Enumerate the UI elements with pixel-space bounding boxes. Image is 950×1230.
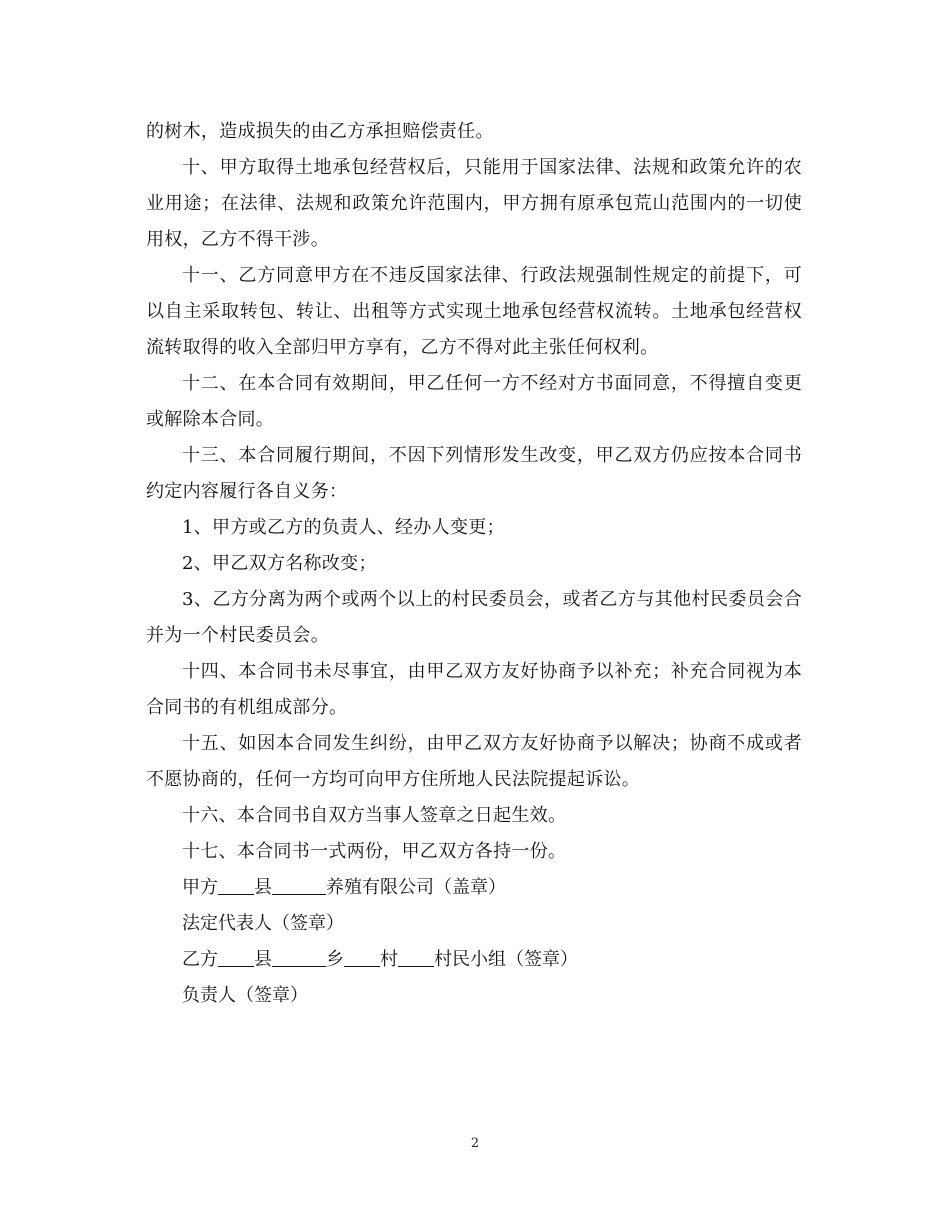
paragraph-9: 十五、如因本合同发生纠纷，由甲乙双方友好协商予以解决；协商不成或者不愿协商的，任何一方均可向甲方住所地人民法院提起诉讼。 bbox=[146, 733, 802, 790]
party-b-county-blank bbox=[218, 946, 254, 967]
paragraph-10: 十六、本合同书自双方当事人签章之日起生效。 bbox=[182, 805, 567, 826]
page-number: 2 bbox=[470, 1136, 480, 1151]
party-b-signature-line bbox=[146, 942, 802, 978]
paragraph-8: 十四、本合同书未尽事宜，由甲乙双方友好协商予以补充；补充合同视为本合同书的有机组成部分。 bbox=[146, 661, 802, 718]
party-a-company-label: 养殖有限公司（盖章） bbox=[326, 877, 506, 898]
party-a-label: 甲方 bbox=[182, 877, 218, 898]
document-body bbox=[146, 114, 802, 1014]
party-a-county-label: 县 bbox=[254, 877, 272, 898]
party-b-label: 乙方 bbox=[182, 949, 218, 970]
paragraph-1: 十、甲方取得土地承包经营权后，只能用于国家法律、法规和政策允许的农业用途；在法律、法规和政策允许范围内，甲方拥有原承包荒山范围内的一切使用权，乙方不得干涉。 bbox=[146, 157, 802, 250]
paragraph-5: 1、甲方或乙方的负责人、经办人变更； bbox=[182, 517, 505, 538]
party-b-township-blank bbox=[272, 946, 326, 967]
party-b-village-label: 村 bbox=[380, 949, 398, 970]
paragraph-2: 十一、乙方同意甲方在不违反国家法律、行政法规强制性规定的前提下，可以自主采取转包、转让、出租等方式实现土地承包经营权流转。土地承包经营权流转取得的收入全部归甲方享有，乙方不得对此主张任何权利。 bbox=[146, 265, 802, 358]
paragraph-11: 十七、本合同书一式两份，甲乙双方各持一份。 bbox=[182, 841, 567, 862]
paragraph-0: 的树木，造成损失的由乙方承担赔偿责任。 bbox=[146, 121, 494, 142]
party-b-township-label: 乡 bbox=[326, 949, 344, 970]
party-b-county-label: 县 bbox=[254, 949, 272, 970]
paragraph-3: 十二、在本合同有效期间，甲乙任何一方不经对方书面同意，不得擅自变更或解除本合同。 bbox=[146, 373, 802, 430]
party-b-village-blank bbox=[344, 946, 380, 967]
paragraph-4: 十三、本合同履行期间，不因下列情形发生改变，甲乙双方仍应按本合同书约定内容履行各自义务： bbox=[146, 445, 802, 502]
party-a-signature-line bbox=[146, 870, 802, 906]
legal-representative-line: 法定代表人（签章） bbox=[182, 913, 344, 934]
paragraph-7: 3、乙方分离为两个或两个以上的村民委员会，或者乙方与其他村民委员会合并为一个村民委员会。 bbox=[146, 589, 802, 646]
responsible-person-line: 负责人（签章） bbox=[182, 985, 308, 1006]
party-a-county-blank bbox=[218, 874, 254, 895]
party-b-group-blank bbox=[398, 946, 434, 967]
party-a-company-blank bbox=[272, 874, 326, 895]
paragraph-6: 2、甲乙双方名称改变； bbox=[182, 553, 377, 574]
party-b-group-label: 村民小组（签章） bbox=[434, 949, 578, 970]
